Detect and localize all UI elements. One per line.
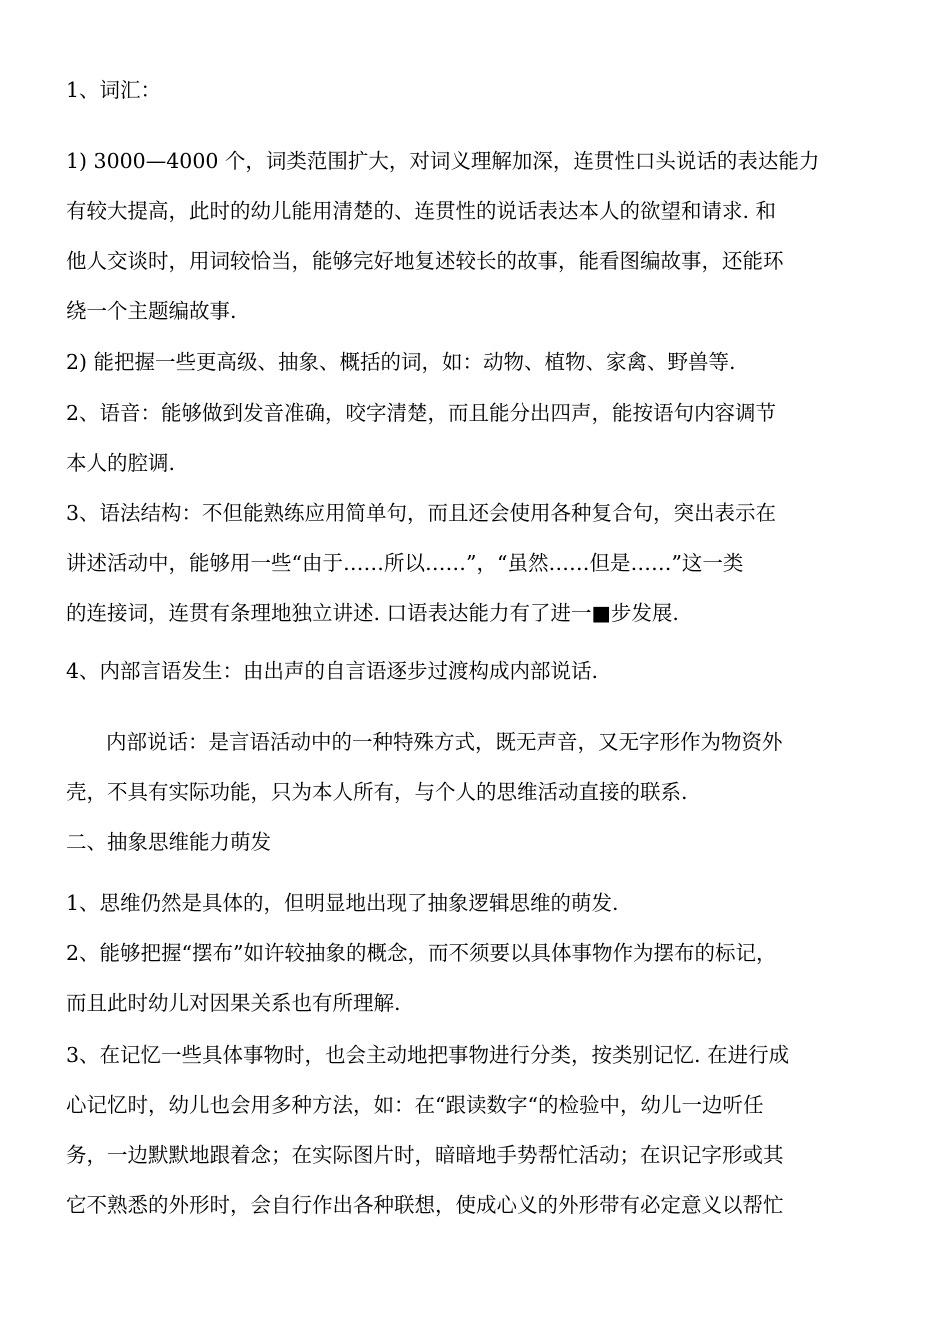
paragraph-line: 2) 能把握一些更高级、抽象、概括的词，如：动物、植物、家禽、野兽等.: [66, 350, 736, 374]
paragraph-line: 务，一边默默地跟着念；在实际图片时，暗暗地手势帮忙活动；在识记字形或其: [66, 1143, 784, 1167]
phonetics-heading: 2、语音：能够做到发音准确，咬字清楚，而且能分出四声，能按语句内容调节: [66, 401, 777, 425]
paragraph-line: 有较大提高，此时的幼儿能用清楚的、连贯性的说话表达本人的欲望和请求. 和: [66, 199, 777, 223]
paragraph-line: 他人交谈时，用词较恰当，能够完好地复述较长的故事，能看图编故事，还能环: [66, 249, 784, 273]
paragraph-line: 的连接词，连贯有条理地独立讲述. 口语表达能力有了进一■步发展.: [66, 601, 679, 625]
grammar-heading: 3、语法结构：不但能熟练应用简单句，而且还会使用各种复合句，突出表示在: [66, 501, 777, 525]
paragraph-line: 本人的腔调.: [66, 451, 176, 475]
paragraph-line: 1) 3000—4000 个，词类范围扩大，对词义理解加深，连贯性口头说话的表达能力: [66, 149, 820, 173]
paragraph-line: 内部说话：是言语活动中的一种特殊方式，既无声音，又无字形作为物资外: [106, 730, 783, 754]
inner-speech-heading: 4、内部言语发生：由出声的自言语逐步过渡构成内部说话.: [66, 659, 599, 683]
paragraph-line: 它不熟悉的外形时，会自行作出各种联想，使成心义的外形带有必定意义以帮忙: [66, 1193, 784, 1217]
paragraph-line: 讲述活动中，能够用一些“由于……所以……”，“虽然……但是……”这一类: [66, 551, 744, 575]
paragraph-line: 壳，不具有实际功能，只为本人所有，与个人的思维活动直接的联系.: [66, 780, 688, 804]
paragraph-line: 2、能够把握“摆布”如许较抽象的概念，而不须要以具体事物作为摆布的标记，: [66, 941, 777, 965]
paragraph-line: 3、在记忆一些具体事物时，也会主动地把事物进行分类，按类别记忆. 在进行成: [66, 1043, 790, 1067]
section-heading: 二、抽象思维能力萌发: [66, 830, 271, 854]
paragraph-line: 绕一个主题编故事.: [66, 299, 237, 323]
paragraph-line: 1、思维仍然是具体的，但明显地出现了抽象逻辑思维的萌发.: [66, 891, 619, 915]
vocabulary-heading: 1、词汇：: [66, 78, 162, 102]
paragraph-line: 而且此时幼儿对因果关系也有所理解.: [66, 991, 401, 1015]
paragraph-line: 心记忆时，幼儿也会用多种方法，如：在“跟读数字“的检验中，幼儿一边听任: [66, 1093, 764, 1117]
